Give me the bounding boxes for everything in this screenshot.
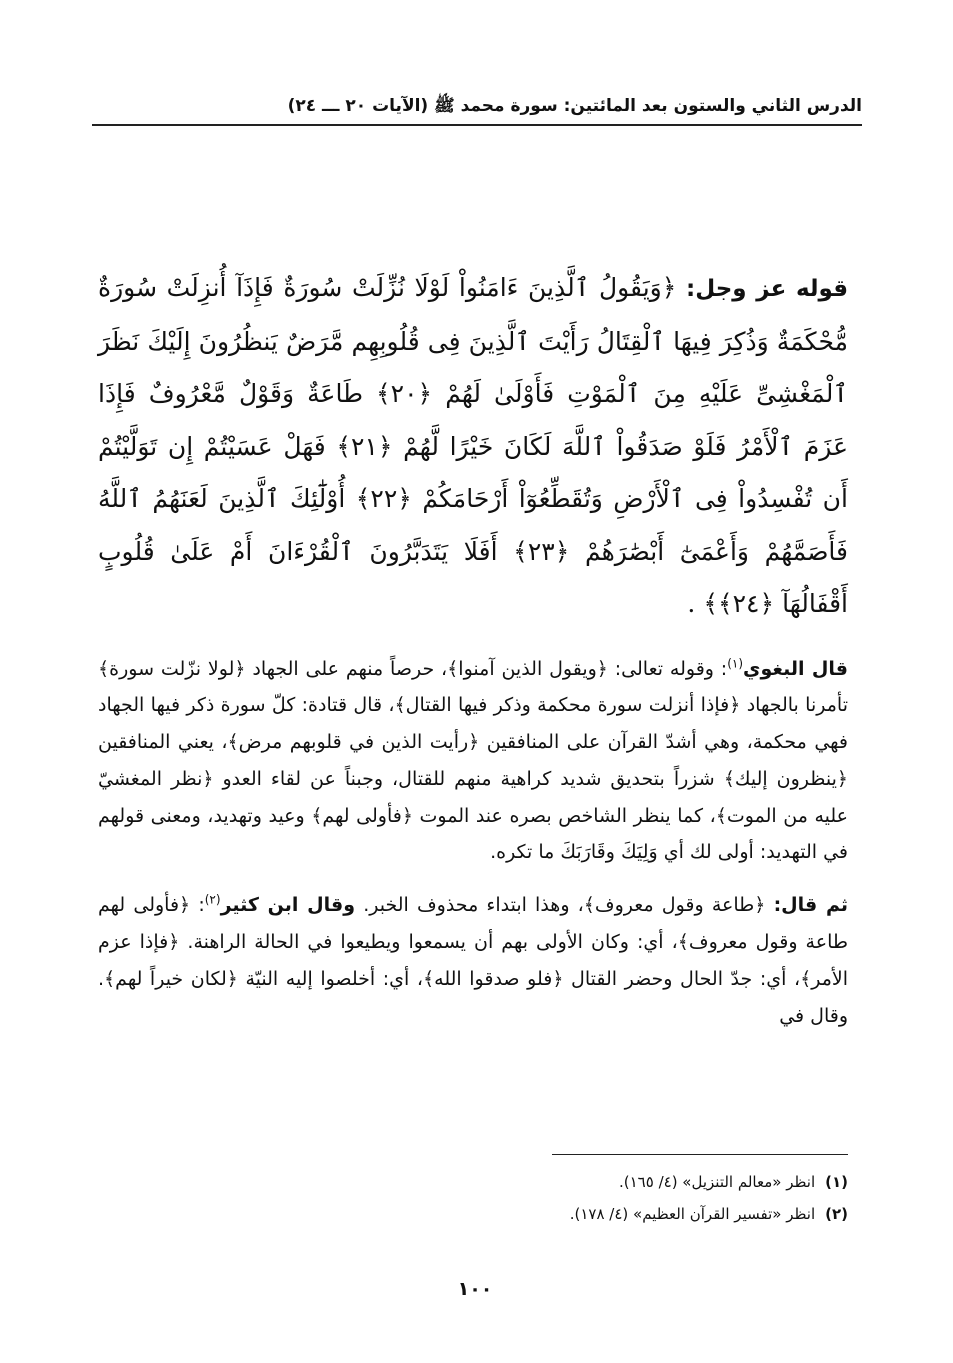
baghawi-text: : وقوله تعالى: ﴿ويقول الذين آمنوا﴾، حرصاً منهم على الجهاد ﴿لولا نزّلت سورة﴾ تأمرنا بالجهاد ﴿فإذا أنزلت سورة محكمة وذكر فيها القتال﴾، قال قتادة: كلّ سورة ذكر فيها الجهاد فهي محكمة، وهي أشدّ القرآن على المنافقين ﴿رأيت الذين في قلوبهم مرض﴾، يعني المنافقين ﴿ينظرون إليك﴾ شزراً بتحديق شديد كراهية منهم للقتال، وجبناً عن لقاء العدو ﴿نظر المغشيّ عليه من الموت﴾، كما ينظر الشاخص بصره عند الموت ﴿فأولى لهم﴾ وعيد وتهديد، ومعنى قولهم في التهديد: أولى لك أي وَلِيَكَ وقَارَبَكَ ما تكره. [98, 657, 848, 864]
footnote-ref-1[interactable]: (١) [727, 656, 744, 671]
page-number: ١٠٠ [457, 1278, 493, 1300]
footnote-1-number: (١) [825, 1173, 848, 1191]
footnote-2 [98, 1198, 848, 1230]
footnotes [98, 1166, 848, 1230]
baghawi-lead: قال البغوي [743, 657, 848, 680]
footnote-1-text: انظر «معالم التنزيل» (٤/ ١٦٥). [619, 1173, 816, 1191]
paragraph-baghawi [98, 651, 848, 872]
footnote-2-text: انظر «تفسير القرآن العظيم» (٤/ ١٧٨). [569, 1205, 816, 1223]
running-header: الدرس الثاني والستون بعد المائتين: سورة محمد ﷺ (الآيات ٢٠ ـــ ٢٤) [287, 96, 862, 116]
paragraph-ibn-kathir [98, 887, 848, 1034]
footnote-2-number: (٢) [825, 1205, 848, 1223]
footnote-rule [552, 1154, 848, 1155]
page-body [98, 262, 848, 1050]
footnote-ref-2[interactable]: (٢) [204, 892, 221, 907]
ibn-kathir-lead: وقال ابن كثير [220, 894, 356, 917]
quran-verses-block [98, 262, 848, 631]
then-said-lead: ثم قال: [773, 894, 848, 917]
header-rule [92, 124, 862, 126]
quran-intro: قوله عز وجل: [686, 276, 849, 302]
quran-verses-text: ﴿وَيَقُولُ ٱلَّذِينَ ءَامَنُواْ لَوْلَا نُزِّلَتْ سُورَةٌ فَإِذَآ أُنزِلَتْ سُورَةٌ مُّحْكَمَةٌ وَذُكِرَ فِيهَا ٱلْقِتَالُ رَأَيْتَ ٱلَّذِينَ فِى قُلُوبِهِم مَّرَضٌ يَنظُرُونَ إِلَيْكَ نَظَرَ ٱلْمَغْشِىِّ عَلَيْهِ مِنَ ٱلْمَوْتِ فَأَوْلَىٰ لَهُمْ ﴿٢٠﴾ طَاعَةٌ وَقَوْلٌ مَّعْرُوفٌ فَإِذَا عَزَمَ ٱلْأَمْرُ فَلَوْ صَدَقُواْ ٱللَّهَ لَكَانَ خَيْرًا لَّهُمْ ﴿٢١﴾ فَهَلْ عَسَيْتُمْ إِن تَوَلَّيْتُمْ أَن تُفْسِدُواْ فِى ٱلْأَرْضِ وَتُقَطِّعُوٓاْ أَرْحَامَكُمْ ﴿٢٢﴾ أُوْلَٰٓئِكَ ٱلَّذِينَ لَعَنَهُمُ ٱللَّهُ فَأَصَمَّهُمْ وَأَعْمَىٰٓ أَبْصَٰرَهُمْ ﴿٢٣﴾ أَفَلَا يَتَدَبَّرُونَ ٱلْقُرْءَانَ أَمْ عَلَىٰ قُلُوبٍ أَقْفَالُهَآ ﴿٢٤﴾﴾ . [98, 273, 848, 618]
ibn-kathir-text: : ﴿فأولى لهم طاعة وقول معروف﴾، أي: وكان الأولى بهم أن يسمعوا ويطيعوا في الحالة الراهنة. ﴿فإذا عزم الأمر﴾، أي: جدّ الحال وحضر القتال ﴿فلو صدقوا الله﴾، أي: أخلصوا إليه النيّة ﴿لكان خيراً لهم﴾. وقال في [98, 894, 848, 1027]
footnote-1 [98, 1166, 848, 1198]
then-said-text: ﴿طاعة وقول معروف﴾، وهذا ابتداء محذوف الخبر. [355, 894, 774, 917]
